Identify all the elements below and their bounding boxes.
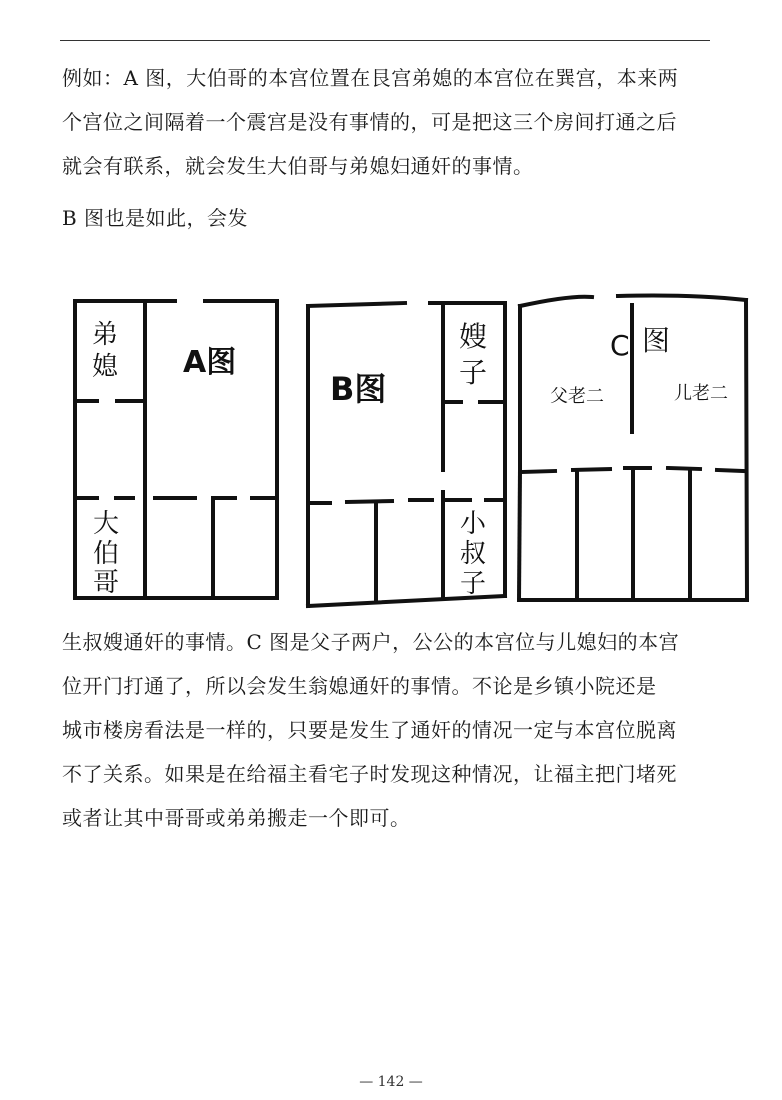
text-line: 或者让其中哥哥或弟弟搬走一个即可。 <box>62 806 411 830</box>
figure-a-room-bottom-left-char: 哥 <box>93 568 120 598</box>
figure-b-room-top-right-char: 嫂 <box>459 320 488 353</box>
figure-b-room-bottom-right-char: 子 <box>460 569 487 599</box>
figure-a-title: A图 <box>183 345 237 380</box>
figure-c-title-char: 图 <box>642 324 671 357</box>
figure-c-room-left-label: 父老二 <box>550 386 604 407</box>
text-line: 生叔嫂通奸的事情。C 图是父子两户，公公的本宫位与儿媳妇的本宫 <box>62 630 680 654</box>
figure-a-room-bottom-left-char: 大 <box>93 509 120 539</box>
page-number: — 142 — <box>359 1074 423 1090</box>
figure-a-room-top-left-char: 媳 <box>92 352 119 382</box>
text-line: 例如：A 图，大伯哥的本宫位置在艮宫弟媳的本宫位在巽宫，本来两 <box>62 66 679 90</box>
text-line: 城市楼房看法是一样的，只要是发生了通奸的情况一定与本宫位脱离 <box>62 718 677 742</box>
figure-c <box>519 296 747 601</box>
figure-a-room-bottom-left-char: 伯 <box>93 539 120 569</box>
text-line: B 图也是如此，会发 <box>62 206 249 230</box>
figure-c-title-letter: C <box>610 329 630 362</box>
figure-b-room-top-right-char: 子 <box>459 356 488 389</box>
figure-b-room-bottom-right-char: 叔 <box>460 539 487 569</box>
text-line: 个宫位之间隔着一个震宫是没有事情的，可是把这三个房间打通之后 <box>62 110 677 134</box>
figure-b-title: B图 <box>330 370 387 408</box>
figure-b-room-bottom-right-char: 小 <box>460 509 487 539</box>
paragraph-3 <box>62 620 722 840</box>
figure-a-room-top-left-char: 弟 <box>92 320 119 350</box>
figure-c-room-right-label: 儿老二 <box>674 383 728 404</box>
text-line: 不了关系。如果是在给福主看宅子时发现这种情况，让福主把门堵死 <box>62 762 677 786</box>
text-line: 位开门打通了，所以会发生翁媳通奸的事情。不论是乡镇小院还是 <box>62 674 657 698</box>
text-line: 就会有联系，就会发生大伯哥与弟媳妇通奸的事情。 <box>62 154 534 178</box>
